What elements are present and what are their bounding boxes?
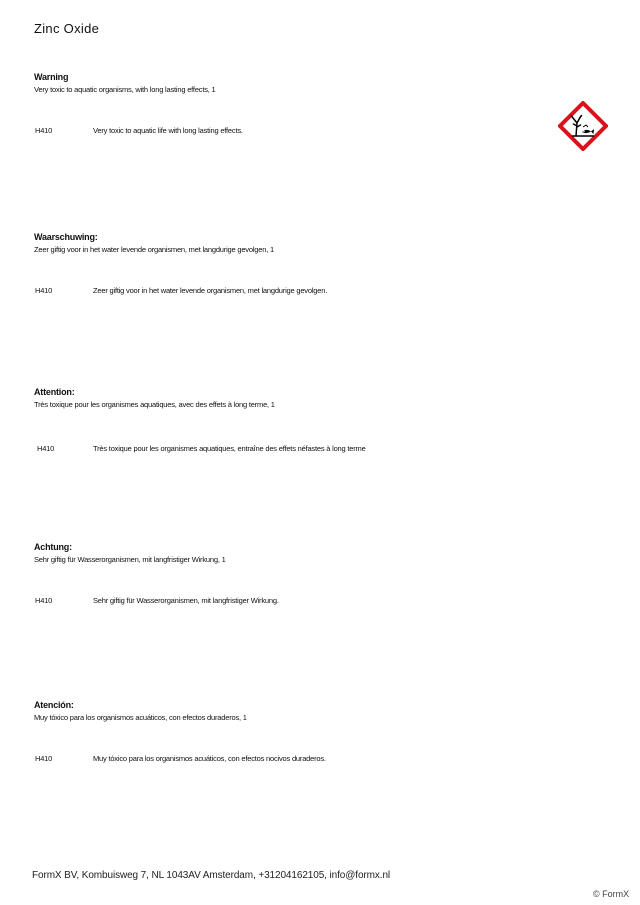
signal-word: Attention: [34, 387, 75, 397]
hazard-statement: Très toxique pour les organismes aquatiques, entraîne des effets néfastes à long terme [93, 444, 366, 453]
hazard-section-en [34, 72, 554, 135]
hazard-summary: Zeer giftig voor in het water levende organismen, met langdurige gevolgen, 1 [34, 245, 274, 254]
hazard-statement-row [34, 444, 554, 453]
hazard-code: H410 [35, 754, 53, 763]
hazard-code: H410 [35, 126, 53, 135]
hazard-code: H410 [37, 444, 55, 453]
hazard-statement-row [34, 126, 554, 135]
signal-word: Achtung: [34, 542, 72, 552]
hazard-statement: Very toxic to aquatic life with long lasting effects. [93, 126, 243, 135]
hazard-summary: Très toxique pour les organismes aquatiques, avec des effets à long terme, 1 [34, 400, 275, 409]
hazard-code: H410 [35, 286, 53, 295]
hazard-statement-row [34, 754, 554, 763]
signal-word: Waarschuwing: [34, 232, 98, 242]
hazard-summary: Very toxic to aquatic organisms, with long lasting effects, 1 [34, 85, 216, 94]
hazard-code: H410 [35, 596, 53, 605]
hazard-statement-row [34, 596, 554, 605]
document-title: Zinc Oxide [34, 21, 100, 36]
signal-word: Warning [34, 72, 69, 82]
hazard-section-es [34, 700, 554, 763]
hazard-section-fr [34, 387, 554, 453]
hazard-statement: Muy tóxico para los organismos acuáticos, con efectos nocivos duraderos. [93, 754, 326, 763]
hazard-summary: Sehr giftig für Wasserorganismen, mit langfristiger Wirkung, 1 [34, 555, 226, 564]
hazard-section-nl [34, 232, 554, 295]
hazard-statement: Zeer giftig voor in het water levende organismen, met langdurige gevolgen. [93, 286, 328, 295]
hazard-section-de [34, 542, 554, 605]
hazard-statement-row [34, 286, 554, 295]
environment-hazard-pictogram-icon [558, 101, 608, 151]
hazard-summary: Muy tóxico para los organismos acuáticos, con efectos duraderos, 1 [34, 713, 247, 722]
footer-copyright: © FormX [593, 889, 630, 899]
footer-address: FormX BV, Kombuisweg 7, NL 1043AV Amsterdam, +31204162105, info@formx.nl [32, 870, 391, 881]
signal-word: Atención: [34, 700, 74, 710]
hazard-statement: Sehr giftig für Wasserorganismen, mit langfristiger Wirkung. [93, 596, 279, 605]
